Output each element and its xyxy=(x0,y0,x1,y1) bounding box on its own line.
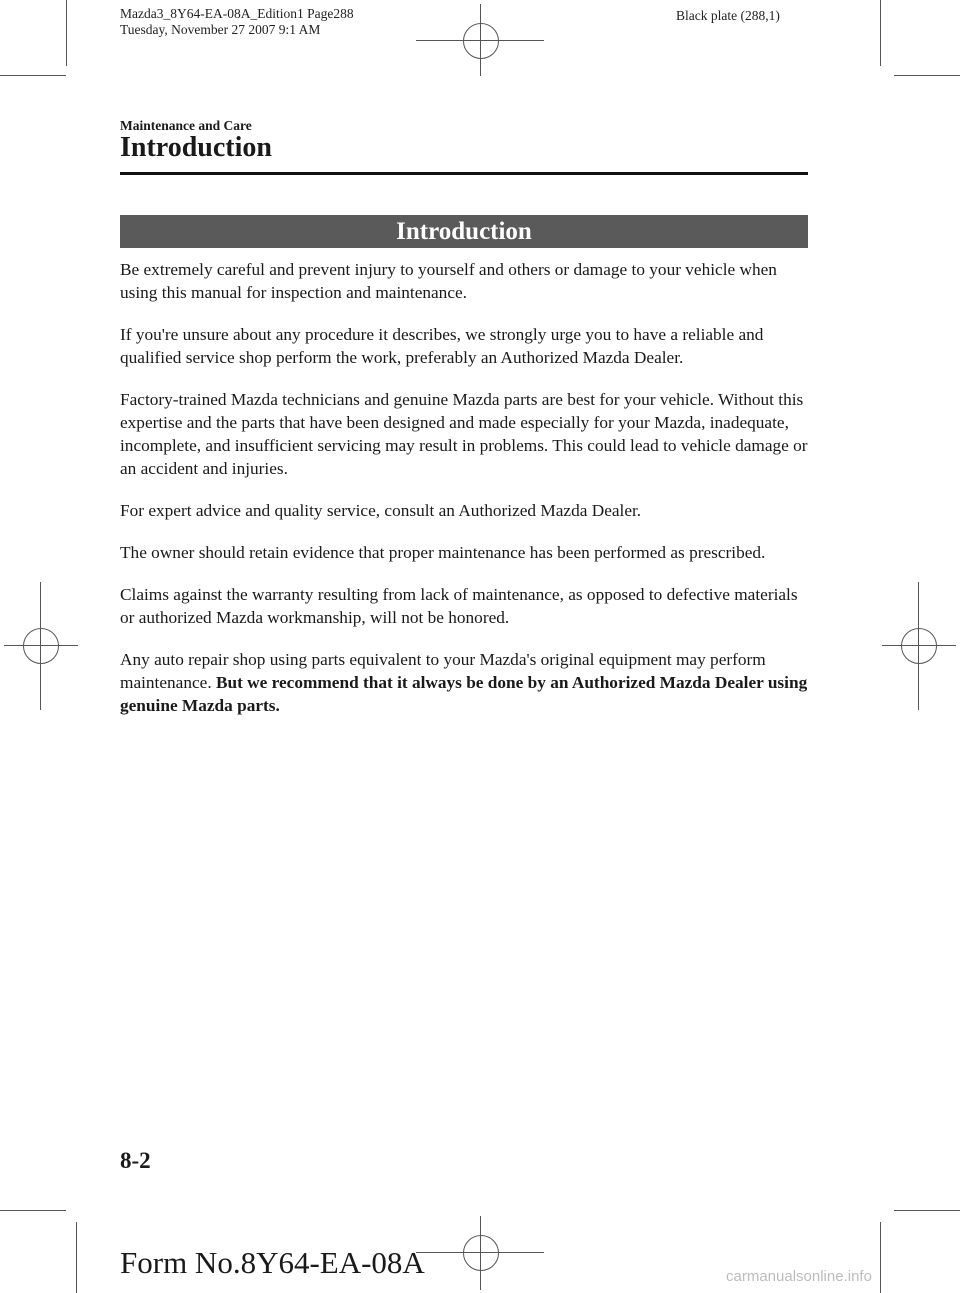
paragraph-1: Be extremely careful and prevent injury to yourself and others or damage to your vehicle when using this manual for inspection and maintenance. xyxy=(120,260,777,302)
print-meta xyxy=(120,6,354,38)
paragraph-6: Claims against the warranty resulting from lack of maintenance, as opposed to defective materials or authorized Mazda workmanship, will not be honored. xyxy=(120,585,798,627)
crop-mark-bottom-right-v xyxy=(880,1222,881,1293)
watermark: carmanualsonline.info xyxy=(726,1268,872,1285)
page-title: Introduction xyxy=(120,132,272,163)
print-date-line: Tuesday, November 27 2007 9:1 AM xyxy=(120,22,321,37)
paragraph-7-normal: Any auto repair shop using parts equivalent to your Mazda's original equipment may perform maintenance. xyxy=(120,650,766,692)
registration-mark-left-circle xyxy=(23,628,59,664)
paragraph-2: If you're unsure about any procedure it describes, we strongly urge you to have a reliable and qualified service shop perform the work, preferably an Authorized Mazda Dealer. xyxy=(120,325,764,367)
paragraph-7 xyxy=(120,648,808,717)
crop-mark-top-left-h xyxy=(0,75,66,76)
paragraph-3: Factory-trained Mazda technicians and genuine Mazda parts are best for your vehicle. Without this expertise and the parts that have been designed and made especially for your Mazda, inadequate, incomplete, and insufficient servicing may result in problems. This could lead to vehicle damage or an accident and injuries. xyxy=(120,390,808,478)
black-plate-label: Black plate (288,1) xyxy=(676,8,780,23)
crop-mark-bottom-right-h xyxy=(894,1210,960,1211)
section-label: Maintenance and Care xyxy=(120,118,252,133)
paragraph-7-bold: But we recommend that it always be done by an Authorized Mazda Dealer using genuine Mazda parts. xyxy=(120,673,808,715)
registration-mark-top-circle xyxy=(463,23,499,59)
crop-mark-bottom-left-v xyxy=(76,1222,77,1293)
form-number: Form No.8Y64-EA-08A xyxy=(120,1245,425,1280)
section-banner: Introduction xyxy=(120,215,808,248)
crop-mark-top-right-v xyxy=(880,0,881,66)
registration-mark-bottom-circle xyxy=(463,1235,499,1271)
crop-mark-bottom-left-h xyxy=(0,1210,66,1211)
content-body xyxy=(120,258,808,736)
crop-mark-top-right-h xyxy=(894,75,960,76)
crop-mark-top-left-v xyxy=(66,0,67,66)
title-rule xyxy=(120,172,808,175)
registration-mark-right-circle xyxy=(901,628,937,664)
page-number: 8-2 xyxy=(120,1148,151,1173)
print-file-line: Mazda3_8Y64-EA-08A_Edition1 Page288 xyxy=(120,6,354,21)
paragraph-5: The owner should retain evidence that proper maintenance has been performed as prescribed. xyxy=(120,543,766,562)
paragraph-4: For expert advice and quality service, consult an Authorized Mazda Dealer. xyxy=(120,501,642,520)
